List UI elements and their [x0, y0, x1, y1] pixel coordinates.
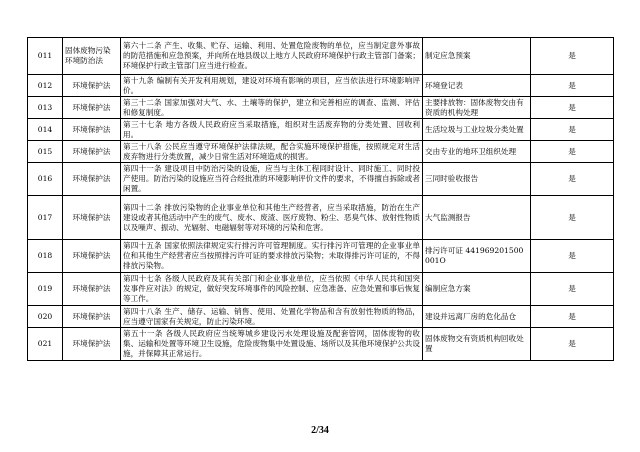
law-name: 环境保护法 [63, 306, 121, 328]
table-row [28, 196, 614, 240]
law-clause: 第四十八条 生产、储存、运输、销售、使用、处置化学物品和含有放射性物质的物品，应当遵守国家有关规定，防止污染环境。 [121, 306, 423, 328]
compliance-result: 是 [531, 196, 614, 240]
table-row [28, 75, 614, 97]
table-row [28, 306, 614, 328]
law-name: 环境保护法 [63, 75, 121, 97]
row-number: 015 [28, 141, 63, 163]
law-name: 环境保护法 [63, 328, 121, 361]
law-clause: 第六十二条 产生、收集、贮存、运输、利用、处置危险废物的单位，应当制定意外事故的防范措施和应急预案，并向所在地县级以上地方人民政府环境保护行政主管部门备案；环境保护行政主管部门应当进行检查。 [121, 38, 423, 75]
law-name: 固体废物污染环境防治法 [63, 38, 121, 75]
law-name: 环境保护法 [63, 97, 121, 119]
law-clause: 第四十一条 建设项目中防治污染的设施，应当与主体工程同时设计、同时施工、同时投产使用。防治污染的设施应当符合经批准的环境影响评价文件的要求，不得擅自拆除或者闲置。 [121, 163, 423, 196]
law-clause: 第三十七条 地方各级人民政府应当采取措施，组织对生活废弃物的分类处置、回收利用。 [121, 119, 423, 141]
compliance-measure: 大气监测报告 [423, 196, 531, 240]
law-name: 环境保护法 [63, 273, 121, 306]
row-number: 016 [28, 163, 63, 196]
compliance-result: 是 [531, 75, 614, 97]
compliance-result: 是 [531, 240, 614, 273]
law-name: 环境保护法 [63, 163, 121, 196]
regulation-compliance-table [27, 37, 613, 361]
compliance-measure: 建设并远离厂房的危化品仓 [423, 306, 531, 328]
compliance-measure: 交由专业的地环卫组织处理 [423, 141, 531, 163]
law-clause: 第五十一条 各级人民政府应当统筹城乡建设污水处理设施及配套管网，固体废物的收集、运输和处置等环境卫生设施，危险废物集中处置设施、场所以及其他环境保护公共设施，并保障其正常运行。 [121, 328, 423, 361]
compliance-measure: 主要排放物：固体废物交由有资质的机构处理 [423, 97, 531, 119]
law-name: 环境保护法 [63, 119, 121, 141]
compliance-measure: 制定应急预案 [423, 38, 531, 75]
table-row [28, 240, 614, 273]
row-number: 017 [28, 196, 63, 240]
compliance-measure: 编制应急方案 [423, 273, 531, 306]
law-clause: 第三十八条 公民应当遵守环境保护法律法规，配合实施环境保护措施，按照规定对生活废弃物进行分类放置，减少日常生活对环境造成的损害。 [121, 141, 423, 163]
table-row [28, 328, 614, 361]
law-clause: 第四十七条 各级人民政府及其有关部门和企业事业单位，应当依照《中华人民共和国突发事件应对法》的规定，做好突发环境事件的风险控制、应急准备、应急处置和事后恢复等工作。 [121, 273, 423, 306]
law-name: 环境保护法 [63, 196, 121, 240]
compliance-result: 是 [531, 141, 614, 163]
compliance-measure: 三同时验收报告 [423, 163, 531, 196]
law-clause: 第四十二条 排放污染物的企业事业单位和其他生产经营者，应当采取措施，防治在生产建设或者其他活动中产生的废气、废水、废渣、医疗废物、粉尘、恶臭气体、放射性物质以及噪声、振动、光辐射、电磁辐射等对环境的污染和危害。 [121, 196, 423, 240]
table-row [28, 141, 614, 163]
table-row [28, 119, 614, 141]
row-number: 020 [28, 306, 63, 328]
compliance-result: 是 [531, 306, 614, 328]
compliance-result: 是 [531, 273, 614, 306]
row-number: 011 [28, 38, 63, 75]
law-clause: 第三十二条 国家加强对大气、水、土壤等的保护，建立和完善相应的调查、监测、评估和修复制度。 [121, 97, 423, 119]
compliance-result: 是 [531, 38, 614, 75]
row-number: 018 [28, 240, 63, 273]
row-number: 021 [28, 328, 63, 361]
compliance-measure: 排污许可证 441969201500001O [423, 240, 531, 273]
table-row [28, 38, 614, 75]
table-row [28, 273, 614, 306]
compliance-result: 是 [531, 97, 614, 119]
table-row [28, 163, 614, 196]
row-number: 013 [28, 97, 63, 119]
compliance-result: 是 [531, 163, 614, 196]
compliance-result: 是 [531, 328, 614, 361]
row-number: 014 [28, 119, 63, 141]
law-name: 环境保护法 [63, 240, 121, 273]
row-number: 019 [28, 273, 63, 306]
row-number: 012 [28, 75, 63, 97]
compliance-measure: 生活垃圾与工业垃圾分类处置 [423, 119, 531, 141]
compliance-measure: 固体废物交有资质机构回收处置 [423, 328, 531, 361]
law-clause: 第十九条 编制有关开发利用规划，建设对环境有影响的项目，应当依法进行环境影响评价。 [121, 75, 423, 97]
compliance-result: 是 [531, 119, 614, 141]
law-name: 环境保护法 [63, 141, 121, 163]
compliance-measure: 环境登记表 [423, 75, 531, 97]
law-clause: 第四十五条 国家依照法律规定实行排污许可管理制度。实行排污许可管理的企业事业单位和其他生产经营者应当按照排污许可证的要求排放污染物；未取得排污许可证的，不得排放污染物。 [121, 240, 423, 273]
page-number: 2/34 [311, 425, 329, 436]
table-row [28, 97, 614, 119]
